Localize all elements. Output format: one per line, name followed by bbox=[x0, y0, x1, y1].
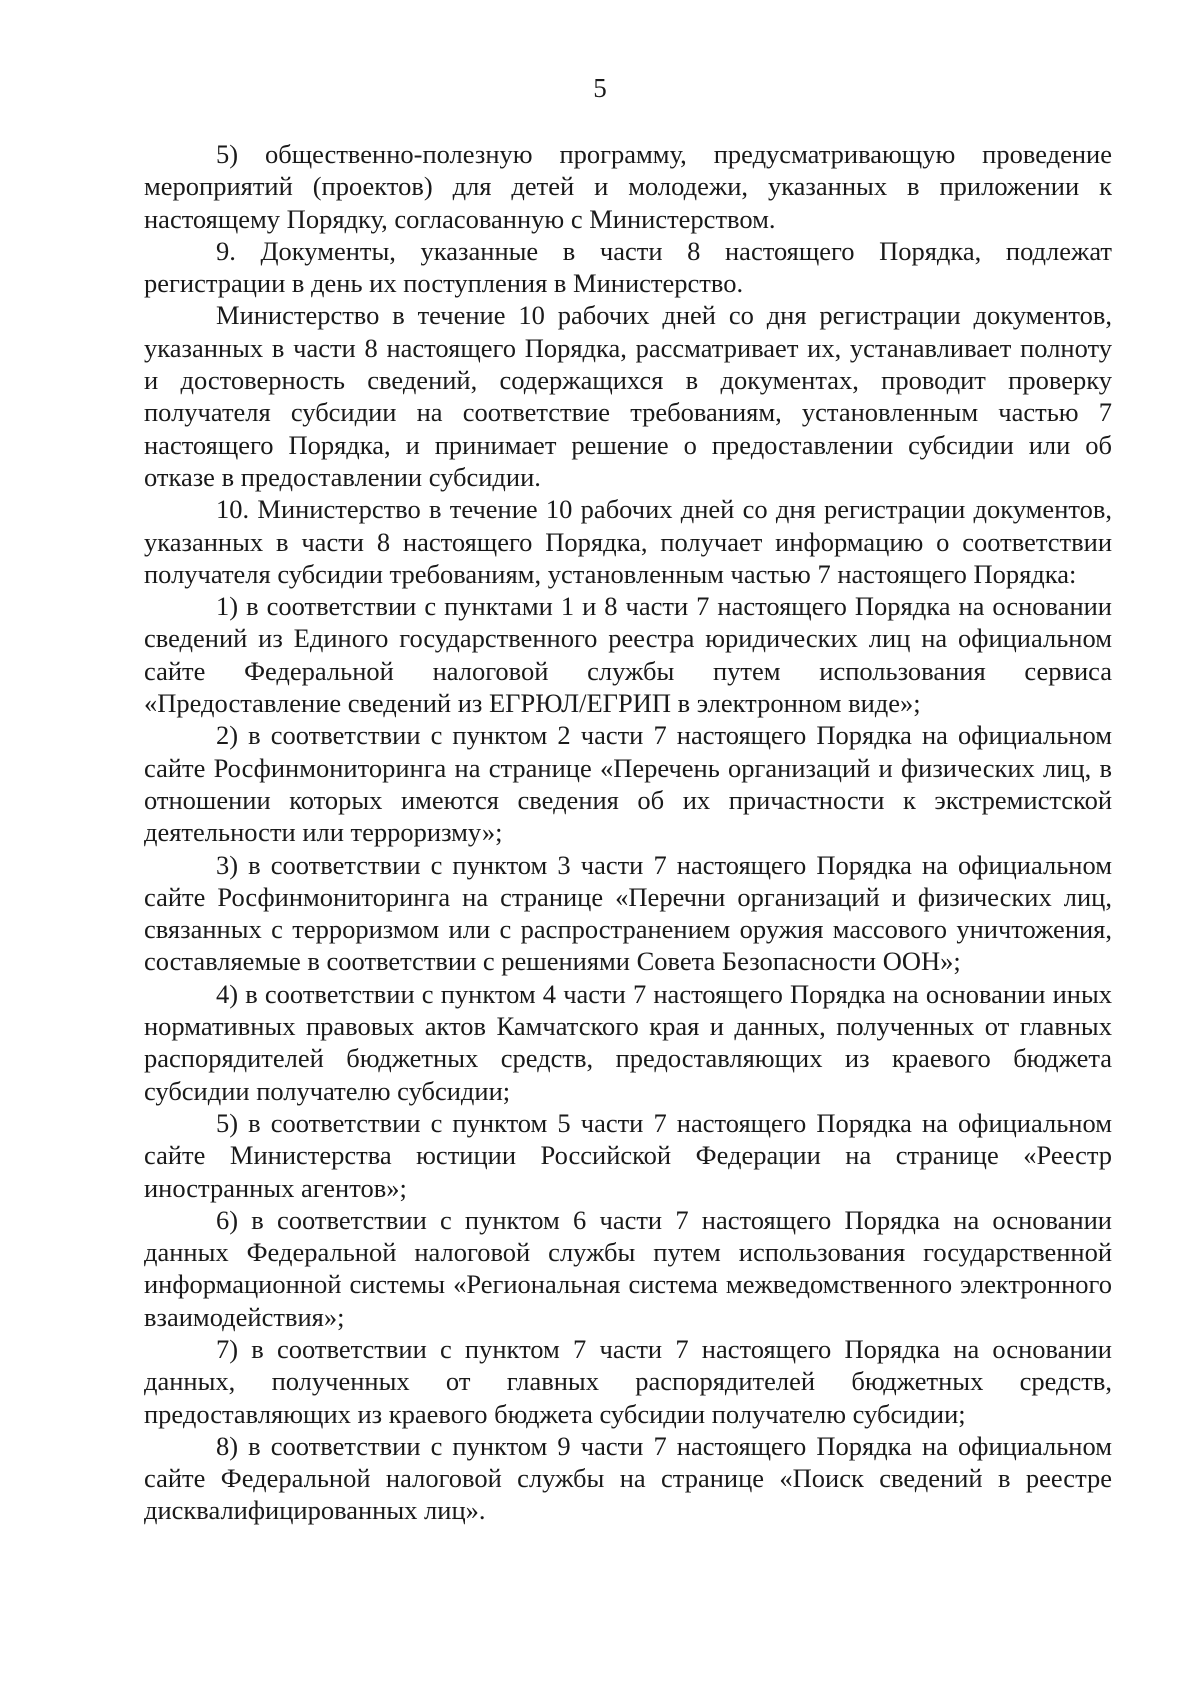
paragraph-subitem-8: 8) в соответствии с пунктом 9 части 7 настоящего Порядка на официальном сайте Федеральной налоговой службы на странице «Поиск сведений в реестре дисквалифицированных лиц». bbox=[144, 1430, 1112, 1526]
paragraph-subitem-2: 2) в соответствии с пунктом 2 части 7 настоящего Порядка на официальном сайте Росфинмониторинга на странице «Перечень организаций и физических лиц, в отношении которых имеются сведения об их причастности к экстремистской деятельности или терроризму»; bbox=[144, 720, 1112, 848]
document-body bbox=[144, 138, 1112, 1527]
paragraph-item-5-program: 5) общественно-полезную программу, предусматривающую проведение мероприятий (проектов) для детей и молодежи, указанных в приложении к настоящему Порядку, согласованную с Министерством. bbox=[144, 139, 1112, 234]
paragraph-subitem-4: 4) в соответствии с пунктом 4 части 7 настоящего Порядка на основании иных нормативных правовых актов Камчатского края и данных, полученных от главных распорядителей бюджетных средств, предоставляющих из краевого бюджета субсидии получателю субсидии; bbox=[144, 978, 1112, 1106]
paragraph-subitem-7: 7) в соответствии с пунктом 7 части 7 настоящего Порядка на основании данных, полученных от главных распорядителей бюджетных средств, предоставляющих из краевого бюджета субсидии получателю субсидии; bbox=[144, 1333, 1112, 1429]
page-number: 5 bbox=[593, 73, 607, 103]
paragraph-subitem-3: 3) в соответствии с пунктом 3 части 7 настоящего Порядка на официальном сайте Росфинмониторинга на странице «Перечни организаций и физических лиц, связанных с терроризмом или с распространением оружия массового уничтожения, составляемые в соответствии с решениями Совета Безопасности ООН»; bbox=[144, 849, 1112, 977]
paragraph-subitem-5: 5) в соответствии с пунктом 5 части 7 настоящего Порядка на официальном сайте Министерства юстиции Российской Федерации на странице «Реестр иностранных агентов»; bbox=[144, 1107, 1112, 1203]
paragraph-section-10: 10. Министерство в течение 10 рабочих дней со дня регистрации документов, указанных в части 8 настоящего Порядка, получает информацию о соответствии получателя субсидии требованиям, установленным частью 7 настоящего Порядка: bbox=[144, 494, 1112, 589]
paragraph-section-9: 9. Документы, указанные в части 8 настоящего Порядка, подлежат регистрации в день их поступления в Министерство. bbox=[144, 235, 1112, 299]
paragraph-subitem-1: 1) в соответствии с пунктами 1 и 8 части 7 настоящего Порядка на основании сведений из Единого государственного реестра юридических лиц на официальном сайте Федеральной налоговой службы путем использования сервиса «Предоставление сведений из ЕГРЮЛ/ЕГРИП в электронном виде»; bbox=[144, 591, 1112, 719]
paragraph-subitem-6: 6) в соответствии с пунктом 6 части 7 настоящего Порядка на основании данных Федеральной налоговой службы путем использования государственной информационной системы «Региональная система межведомственного электронного взаимодействия»; bbox=[144, 1204, 1112, 1332]
paragraph-ministry-review: Министерство в течение 10 рабочих дней со дня регистрации документов, указанных в части 8 настоящего Порядка, рассматривает их, устанавливает полноту и достоверность сведений, содержащихся в документах, проводит проверку получателя субсидии на соответствие требованиям, установленным частью 7 настоящего Порядка, и принимает решение о предоставлении субсидии или об отказе в предоставлении субсидии. bbox=[144, 300, 1112, 492]
